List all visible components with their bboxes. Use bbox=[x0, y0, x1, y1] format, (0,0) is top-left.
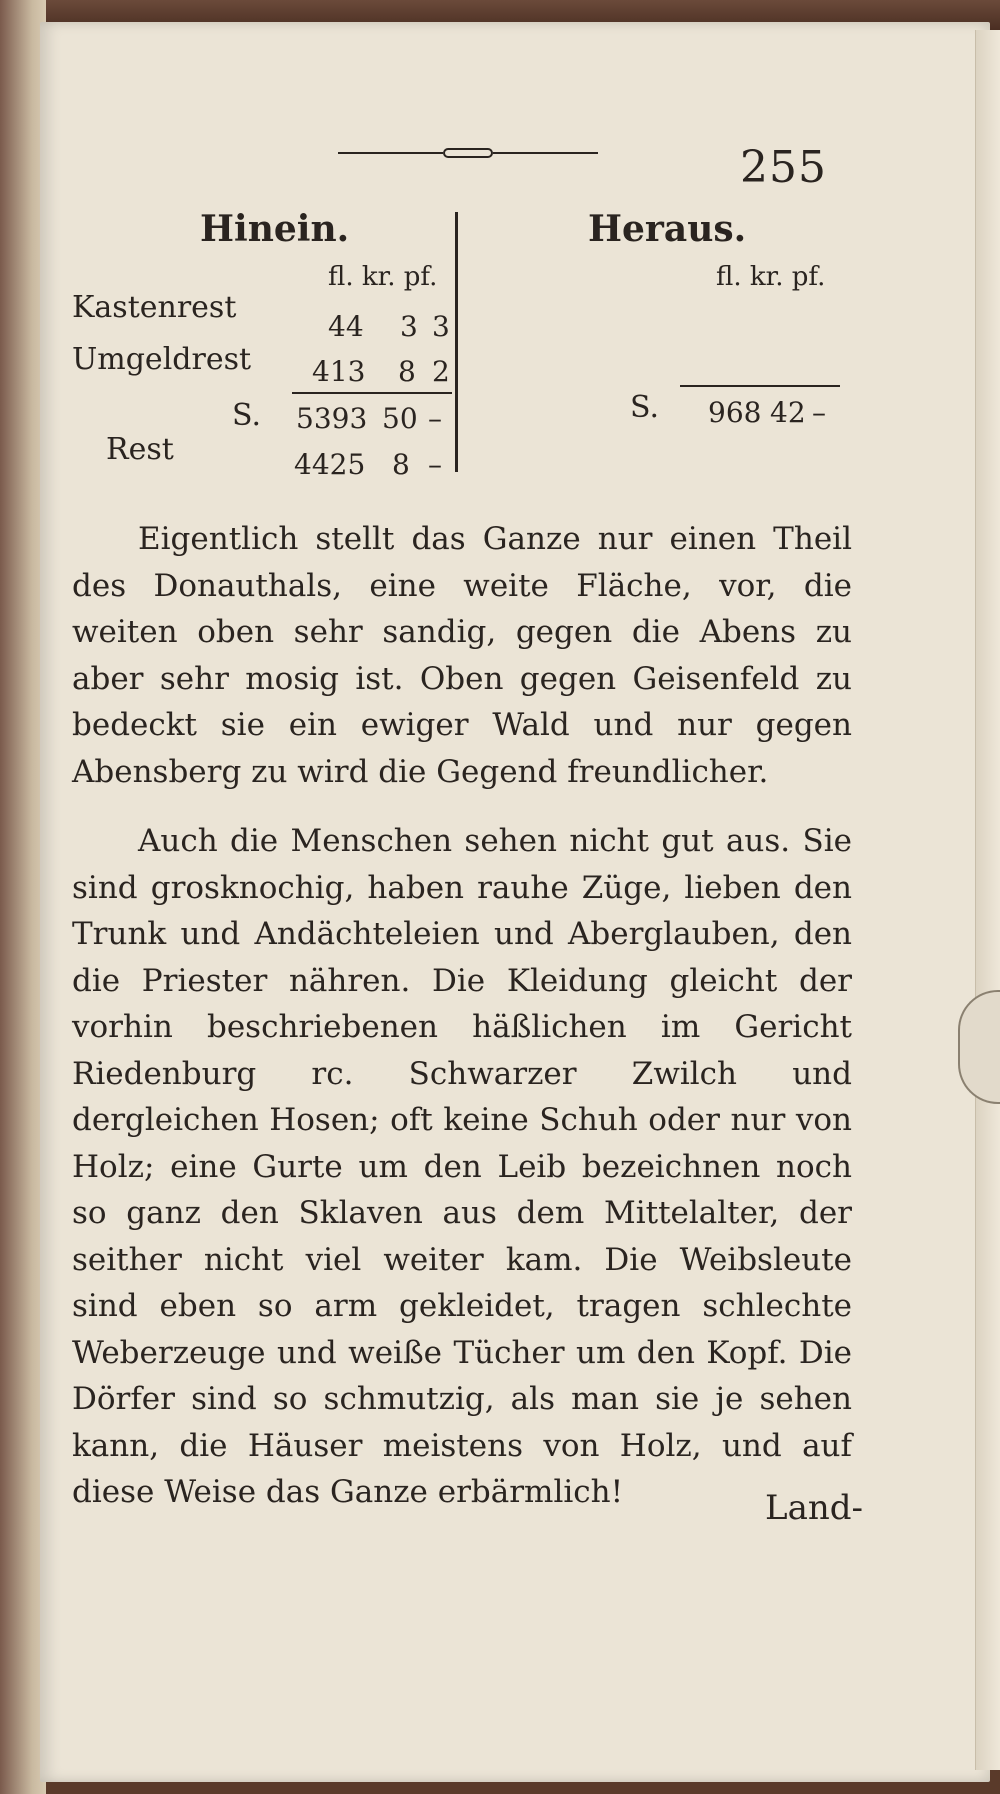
sum-left-fl: 5393 bbox=[296, 402, 368, 435]
row-label-kastenrest: Kastenrest bbox=[72, 290, 237, 325]
sum-rule-right bbox=[680, 385, 840, 387]
heading-heraus: Heraus. bbox=[588, 208, 747, 250]
rest-kr: 8 bbox=[392, 448, 410, 481]
rest-fl: 4425 bbox=[294, 448, 366, 481]
row-umgeldrest-kr: 8 bbox=[398, 355, 416, 388]
paragraph-2-text: Auch die Menschen sehen nicht gut aus. Sie sind grosknochig, haben rauhe Züge, lieben den Trunk und Andächteleien und Aberglauben, den die Priester nähren. Die Kleidung gleicht der vorhin beschriebenen häßlichen im Gericht Riedenburg rc. Schwarzer Zwilch und dergleichen Hosen; oft keine Schuh oder nur von Holz; eine Gurte um den Leib bezeichnen noch so ganz den Sklaven aus dem Mittelalter, der seither nicht viel weiter kam. Die Weibsleute sind eben so arm gekleidet, tragen schlechte Weberzeuge und weiße Tücher um den Kopf. Die Dörfer sind so schmutzig, als man sie je sehen kann, die Häuser meistens von Holz, und auf diese Weise das Ganze erbärmlich! bbox=[72, 823, 852, 1510]
page-fore-edge bbox=[975, 30, 1000, 1770]
paragraph-1 bbox=[72, 516, 852, 795]
paragraph-1-text: Eigentlich stellt das Ganze nur einen Theil des Donauthals, eine weite Fläche, vor, die weiten oben sehr sandig, gegen die Abens zu aber sehr mosig ist. Oben gegen Geisenfeld zu bedeckt sie ein ewiger Wald und nur gegen Abensberg zu wird die Gegend freundlicher. bbox=[72, 521, 852, 790]
header-ornament bbox=[338, 148, 598, 158]
row-umgeldrest-pf: 2 bbox=[432, 355, 450, 388]
sum-left-kr: 50 bbox=[382, 402, 418, 435]
table-column-divider bbox=[455, 212, 458, 472]
units-right: fl. kr. pf. bbox=[716, 262, 826, 292]
heading-hinein: Hinein. bbox=[200, 208, 350, 250]
paragraph-2 bbox=[72, 818, 852, 1516]
rest-label: Rest bbox=[106, 432, 174, 467]
sum-right-pf: – bbox=[812, 396, 826, 429]
page-number: 255 bbox=[740, 142, 827, 193]
row-label-umgeldrest: Umgeldrest bbox=[72, 342, 252, 377]
sum-right-kr: 42 bbox=[770, 396, 806, 429]
thumb-index-tab bbox=[958, 990, 1000, 1104]
row-umgeldrest-fl: 413 bbox=[312, 355, 366, 388]
sum-right-fl: 968 bbox=[708, 396, 762, 429]
sum-rule-left bbox=[292, 392, 452, 394]
units-left: fl. kr. pf. bbox=[328, 262, 438, 292]
row-kastenrest-fl: 44 bbox=[328, 310, 364, 343]
sum-right-label: S. bbox=[630, 390, 660, 425]
rest-pf: – bbox=[428, 448, 442, 481]
row-kastenrest-pf: 3 bbox=[432, 310, 450, 343]
row-kastenrest-kr: 3 bbox=[400, 310, 418, 343]
sum-left-pf: – bbox=[428, 402, 442, 435]
sum-left-label: S. bbox=[232, 398, 262, 433]
catchword: Land- bbox=[765, 1488, 863, 1528]
